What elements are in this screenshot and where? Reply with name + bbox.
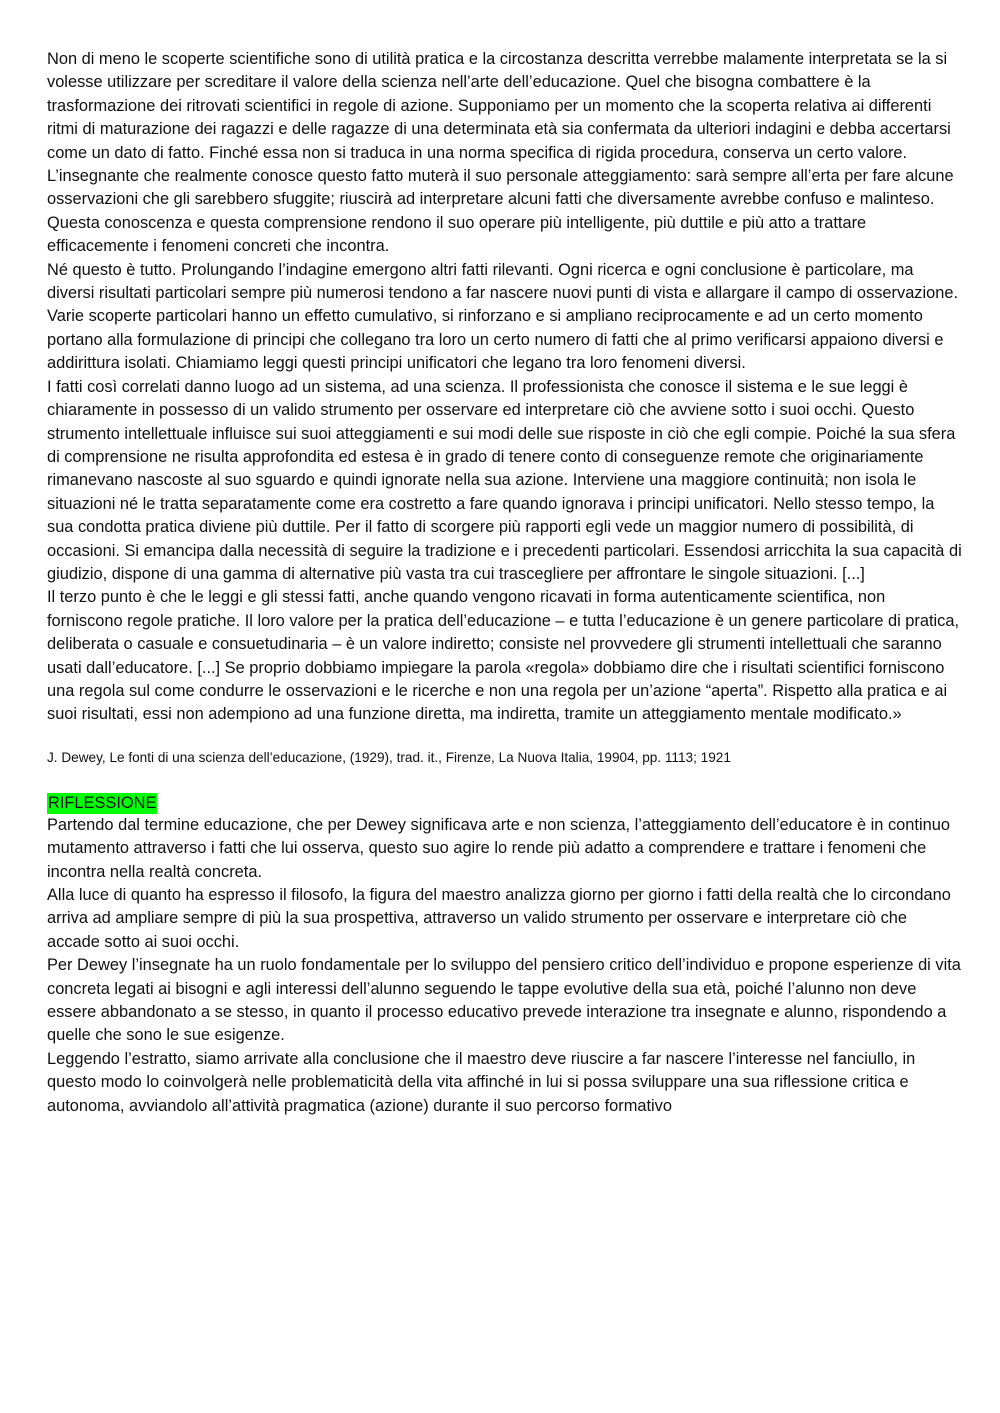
citation: J. Dewey, Le fonti di una scienza dell’educazione, (1929), trad. it., Firenze, La Nuova Italia, 19904, pp. 1113; 1921 — [47, 749, 731, 765]
reflection-heading: RIFLESSIONE — [48, 793, 157, 812]
reflection-paragraph-1: Partendo dal termine educazione, che per Dewey significava arte e non scienza, l’atteggiamento dell’educatore è in continuo mutamento attraverso i fatti che lui osserva, questo suo agire lo rende più adatto a comprendere e trattare i fenomeni che incontra nella realtà concreta. — [47, 815, 950, 881]
document-page — [47, 48, 962, 1118]
quote-paragraph-2: Né questo è tutto. Prolungando l’indagine emergono altri fatti rilevanti. Ogni ricerca e ogni conclusione è particolare, ma diversi risultati particolari sempre più numerosi tendono a far nascere nuovi punti di vista e allargare il campo di osservazione. Varie scoperte particolari hanno un effetto cumulativo, si rinforzano e si ampliano reciprocamente e ad un certo momento portano alla formulazione di principi che collegano tra loro un certo numero di fatti che al primo verificarsi appaiono diversi e addirittura isolati. Chiamiamo leggi questi principi unificatori che legano tra loro fenomeni diversi. — [47, 260, 959, 373]
quote-paragraph-3: I fatti così correlati danno luogo ad un sistema, ad una scienza. Il professionista che conosce il sistema e le sue leggi è chiaramente in possesso di un valido strumento per osservare ed interpretare ciò che avviene sotto i suoi occhi. Questo strumento intellettuale influisce sui suoi atteggiamenti e sui modi delle sue risposte in ciò che egli compie. Poiché la sua sfera di comprensione ne risulta approfondita ed estesa è in grado di tenere conto di conseguenze remote che originariamente rimanevano nascoste al suo sguardo e quindi ignorate nella sua azione. Interviene una maggiore continuità; non isola le situazioni né le tratta separatamente come era costretto a fare quando ignorava i principi unificatori. Nello stesso tempo, la sua condotta pratica diviene più duttile. Per il fatto di scorgere più rapporti egli vede un maggior numero di possibilità, di occasioni. Si emancipa dalla necessità di seguire la tradizione e i precedenti particolari. Essendosi arricchita la sua capacità di giudizio, dispone di una gamma di alternative più vasta tra cui trascegliere per affrontare le singole situazioni. [...] — [47, 377, 962, 583]
quote-paragraph-4: Il terzo punto è che le leggi e gli stessi fatti, anche quando vengono ricavati in forma autenticamente scientifica, non forniscono regole pratiche. Il loro valore per la pratica dell’educazione – e tutta l’educazione è un genere particolare di pratica, deliberata o casuale e consuetudinaria – è un valore indiretto; consiste nel provvedere gli strumenti intellettuali che saranno usati dall’educatore. [...] Se proprio dobbiamo impiegare la parola «regola» dobbiamo dire che i risultati scientifici forniscono una regola sul come condurre le osservazioni e le ricerche e non una regola per un’azione “aperta”. Rispetto alla pratica e ai suoi risultati, essi non adempiono ad una funzione diretta, ma indiretta, tramite un atteggiamento mentale modificato.» — [47, 588, 960, 724]
reflection-paragraph-2: Alla luce di quanto ha espresso il filosofo, la figura del maestro analizza giorno per giorno i fatti della realtà che lo circondano arriva ad ampliare sempre di più la sua prospettiva, attraverso un valido strumento per osservare e interpretare ciò che accade sotto ai suoi occhi. — [47, 886, 951, 951]
reflection-paragraph-4: Leggendo l’estratto, siamo arrivate alla conclusione che il maestro deve riuscire a far nascere l’interesse nel fanciullo, in questo modo lo coinvolgerà nelle problematicità della vita affinché in lui si possa sviluppare una sua riflessione critica e autonoma, avviandolo all’attività pragmatica (azione) durante il suo percorso formativo — [47, 1049, 916, 1115]
reflection-section — [47, 793, 962, 1118]
reflection-paragraph-3: Per Dewey l’insegnate ha un ruolo fondamentale per lo sviluppo del pensiero critico dell’individuo e propone esperienze di vita concreta legati ai bisogni e agli interessi dell’alunno seguendo le tappe evolutive della sua età, poiché l’alunno non deve essere abbandonato a se stesso, in quanto il processo educativo prevede interazione tra insegnate e alunno, rispondendo a quelle che sono le sue esigenze. — [47, 956, 961, 1045]
dewey-quote — [47, 48, 962, 727]
quote-paragraph-1: Non di meno le scoperte scientifiche sono di utilità pratica e la circostanza descritta verrebbe malamente interpretata se la si volesse utilizzare per screditare il valore della scienza nell’arte dell’educazione. Quel che bisogna combattere è la trasformazione dei ritrovati scientifici in regole di azione. Supponiamo per un momento che la scoperta relativa ai differenti ritmi di maturazione dei ragazzi e delle ragazze di una determinata età sia confermata da ulteriori indagini e debba accertarsi come un dato di fatto. Finché essa non si traduca in una norma specifica di rigida procedura, conserva un certo valore. L’insegnante che realmente conosce questo fatto muterà il suo personale atteggiamento: sarà sempre all’erta per fare alcune osservazioni che gli sarebbero sfuggite; riuscirà ad interpretare alcuni fatti che diversamente avrebbe confuso e malinteso. Questa conoscenza e questa comprensione rendono il suo operare più intelligente, più duttile e più atto a trattare efficacemente i fenomeni concreti che incontra. — [47, 50, 954, 256]
